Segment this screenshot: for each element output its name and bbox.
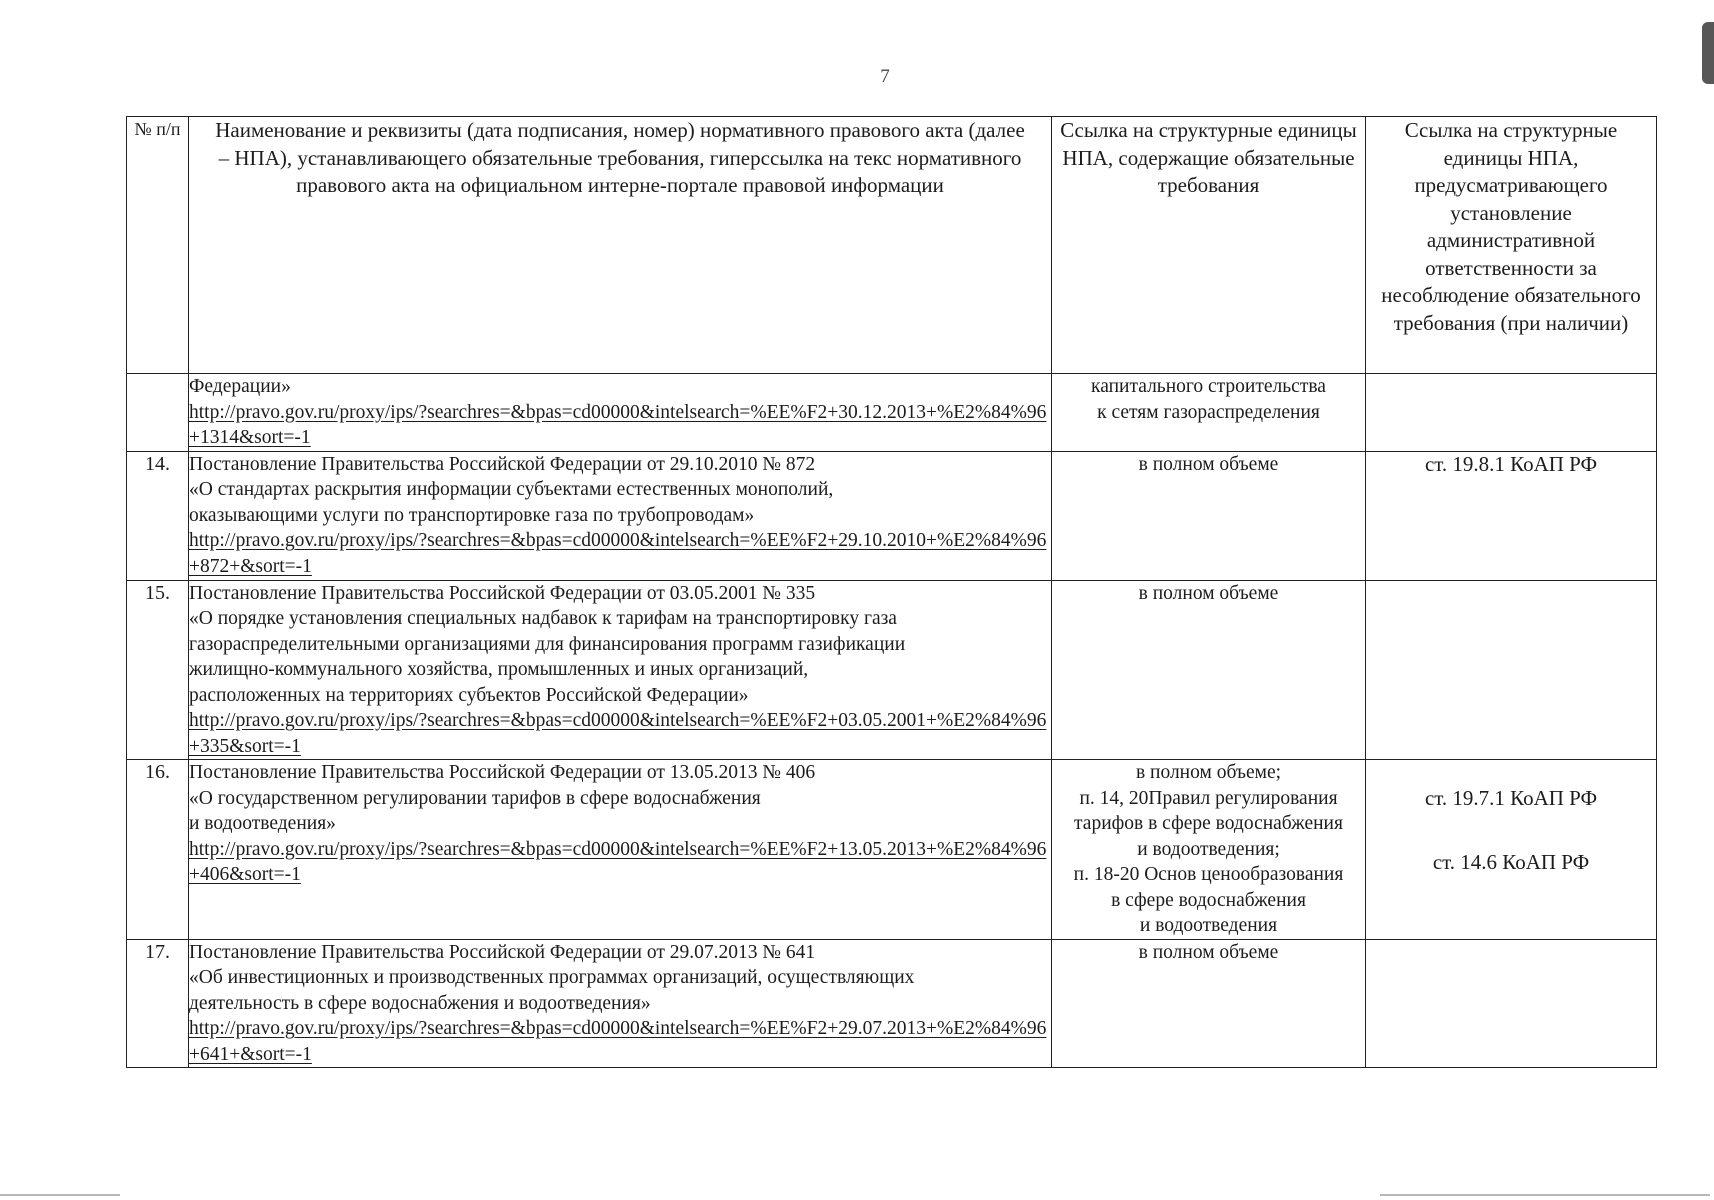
struct-line: к сетям газораспределения bbox=[1097, 401, 1320, 423]
row-number: 17. bbox=[127, 939, 189, 1068]
struct-line: п. 14, 20Правил регулирования bbox=[1079, 787, 1338, 809]
act-hyperlink[interactable]: http://pravo.gov.ru/proxy/ips/?searchres=&bpas=cd00000&intelsearch=%EE%F2+13.05.2013+%E2%84%96+406&sort=-1 bbox=[189, 838, 1047, 885]
act-cell bbox=[189, 580, 1052, 760]
act-hyperlink[interactable]: http://pravo.gov.ru/proxy/ips/?searchres=&bpas=cd00000&intelsearch=%EE%F2+29.10.2010+%E2%84%96+872+&sort=-1 bbox=[189, 530, 1047, 577]
scan-edge-mark bbox=[1702, 22, 1714, 84]
row-number bbox=[127, 374, 189, 452]
act-line: Федерации» bbox=[189, 376, 291, 397]
responsibility-cell bbox=[1366, 374, 1657, 452]
table-header-row bbox=[127, 117, 1657, 374]
act-line: «Об инвестиционных и производственных программах организаций, осуществляющих bbox=[189, 967, 915, 988]
table-row bbox=[127, 760, 1657, 940]
struct-line: в полном объеме bbox=[1138, 941, 1279, 963]
act-line: «О государственном регулировании тарифов в сфере водоснабжения bbox=[189, 787, 761, 809]
struct-cell bbox=[1052, 374, 1366, 452]
scan-bottom-line-left bbox=[0, 1194, 120, 1196]
row-number: 16. bbox=[127, 760, 189, 940]
struct-cell bbox=[1052, 451, 1366, 580]
table-row bbox=[127, 580, 1657, 760]
table-row bbox=[127, 451, 1657, 580]
struct-line: и водоотведения; bbox=[1137, 838, 1280, 860]
struct-cell bbox=[1052, 580, 1366, 760]
header-act-name: Наименование и реквизиты (дата подписания, номер) нормативного правового акта (далее – НПА), устанавливающего обязательные требования, гиперссылка на текс нормативного правового акта на официальном интерне-портале правовой информации bbox=[189, 117, 1052, 374]
act-line: Постановление Правительства Российской Федерации от 13.05.2013 № 406 bbox=[189, 762, 816, 783]
responsibility-value: ст. 14.6 КоАП РФ bbox=[1432, 849, 1590, 874]
scan-bottom-line-right bbox=[1380, 1194, 1710, 1196]
table-row bbox=[127, 939, 1657, 1068]
page-number: 7 bbox=[880, 66, 890, 87]
header-number: № п/п bbox=[127, 117, 189, 374]
act-line: оказывающими услуги по транспортировке газа по трубопроводам» bbox=[189, 504, 755, 526]
act-line: деятельность в сфере водоснабжения и водоотведения» bbox=[189, 992, 651, 1014]
struct-line: в сфере водоснабжения bbox=[1111, 889, 1306, 911]
header-responsibility: Ссылка на структурные единицы НПА, предусматривающего установление административной ответственности за несоблюдение обязательного требования (при наличии) bbox=[1366, 117, 1657, 374]
act-line: Постановление Правительства Российской Федерации от 29.07.2013 № 641 bbox=[189, 941, 816, 963]
struct-line: капитального строительства bbox=[1091, 376, 1326, 397]
struct-cell bbox=[1052, 760, 1366, 940]
responsibility-cell bbox=[1366, 580, 1657, 760]
responsibility-cell bbox=[1366, 939, 1657, 1068]
struct-line: п. 18-20 Основ ценообразования bbox=[1073, 864, 1344, 885]
act-line: жилищно-коммунального хозяйства, промышленных и иных организаций, bbox=[189, 659, 809, 680]
act-cell bbox=[189, 374, 1052, 452]
row-number: 15. bbox=[127, 580, 189, 760]
act-line: расположенных на территориях субъектов Российской Федерации» bbox=[189, 684, 749, 706]
responsibility-value: ст. 19.8.1 КоАП РФ bbox=[1424, 451, 1598, 476]
struct-line: тарифов в сфере водоснабжения bbox=[1074, 813, 1343, 834]
table-row bbox=[127, 374, 1657, 452]
struct-line: в полном объеме bbox=[1138, 582, 1279, 604]
responsibility-cell bbox=[1366, 760, 1657, 940]
act-cell bbox=[189, 451, 1052, 580]
struct-line: в полном объеме bbox=[1138, 453, 1279, 475]
struct-cell bbox=[1052, 939, 1366, 1068]
header-structural-units: Ссылка на структурные единицы НПА, содержащие обязательные требования bbox=[1052, 117, 1366, 374]
responsibility-cell bbox=[1366, 451, 1657, 580]
act-hyperlink[interactable]: http://pravo.gov.ru/proxy/ips/?searchres=&bpas=cd00000&intelsearch=%EE%F2+29.07.2013+%E2%84%96+641+&sort=-1 bbox=[189, 1018, 1047, 1065]
act-hyperlink[interactable]: http://pravo.gov.ru/proxy/ips/?searchres=&bpas=cd00000&intelsearch=%EE%F2+03.05.2001+%E2%84%96+335&sort=-1 bbox=[189, 710, 1047, 757]
requirements-table bbox=[126, 116, 1657, 1068]
act-hyperlink[interactable]: http://pravo.gov.ru/proxy/ips/?searchres=&bpas=cd00000&intelsearch=%EE%F2+30.12.2013+%E2%84%96+1314&sort=-1 bbox=[189, 401, 1047, 448]
act-line: Постановление Правительства Российской Федерации от 29.10.2010 № 872 bbox=[189, 453, 816, 475]
act-line: газораспределительными организациями для финансирования программ газификации bbox=[189, 633, 906, 655]
act-line: и водоотведения» bbox=[189, 813, 336, 834]
act-cell bbox=[189, 760, 1052, 940]
act-cell bbox=[189, 939, 1052, 1068]
struct-line: и водоотведения bbox=[1139, 915, 1278, 936]
act-line: «О стандартах раскрытия информации субъектами естественных монополий, bbox=[189, 479, 834, 500]
struct-line: в полном объеме; bbox=[1135, 762, 1282, 783]
act-line: Постановление Правительства Российской Федерации от 03.05.2001 № 335 bbox=[189, 582, 816, 604]
act-line: «О порядке установления специальных надбавок к тарифам на транспортировку газа bbox=[189, 608, 897, 629]
row-number: 14. bbox=[127, 451, 189, 580]
responsibility-value: ст. 19.7.1 КоАП РФ bbox=[1424, 786, 1598, 810]
